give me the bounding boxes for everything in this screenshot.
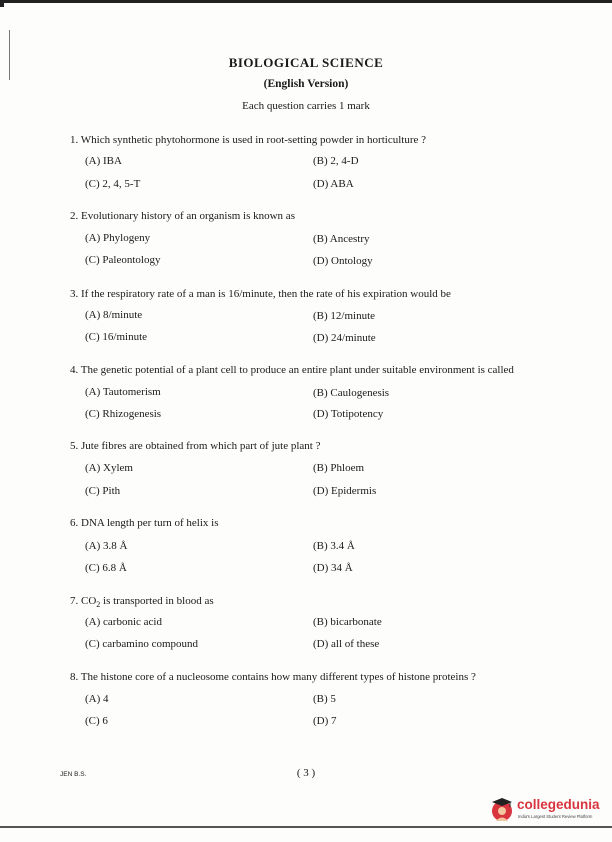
option-3a: (A) 8/minute [85, 309, 143, 321]
footer-code: JEN B.S. [60, 771, 87, 778]
option-3b: (B) 12/minute [313, 310, 376, 322]
option-5a: (A) Xylem [85, 462, 133, 474]
page-number: ( 3 ) [296, 767, 316, 779]
option-4a: (A) Tautomerism [85, 386, 161, 398]
question-8: 8. The histone core of a nucleosome contains how many different types of histone proteins ? [70, 671, 476, 683]
option-5c: (C) Pith [85, 485, 121, 497]
scan-edge-bottom [0, 826, 612, 828]
question-7-subscript: 2 [96, 600, 101, 610]
option-7b: (B) bicarbonate [313, 616, 382, 628]
option-4c: (C) Rhizogenesis [85, 408, 162, 420]
question-2: 2. Evolutionary history of an organism is known as [70, 210, 295, 222]
option-8d: (D) 7 [313, 715, 337, 727]
option-6c: (C) 6.8 Å [85, 562, 127, 574]
option-6a: (A) 3.8 Å [85, 540, 128, 552]
collegedunia-logo[interactable] [490, 795, 608, 825]
option-3d: (D) 24/minute [313, 332, 376, 344]
option-8b: (B) 5 [313, 693, 336, 705]
question-1: 1. Which synthetic phytohormone is used in root-setting powder in horticulture ? [70, 134, 427, 146]
option-8c: (C) 6 [85, 715, 108, 727]
page-subtitle: (English Version) [263, 78, 349, 90]
option-6d: (D) 34 Å [313, 562, 353, 574]
option-5d: (D) Epidermis [313, 485, 377, 497]
scan-edge-top [0, 0, 612, 3]
option-2d: (D) Ontology [313, 255, 373, 267]
question-7-end: is transported in blood as [100, 595, 214, 607]
logo-tagline: India's Largest Student Review Platform [518, 814, 593, 819]
question-3: 3. If the respiratory rate of a man is 16/minute, then the rate of his expiration would be [70, 288, 451, 300]
option-5b: (B) Phloem [313, 462, 365, 474]
question-6: 6. DNA length per turn of helix is [70, 517, 219, 529]
option-3c: (C) 16/minute [85, 331, 148, 343]
option-1b: (B) 2, 4-D [313, 155, 359, 167]
option-7d: (D) all of these [313, 638, 380, 650]
logo-name: collegedunia [517, 797, 600, 812]
question-7-start: 7. CO [70, 595, 97, 607]
question-4: 4. The genetic potential of a plant cell to produce an entire plant under suitable environment is called [70, 364, 514, 376]
option-4d: (D) Totipotency [313, 408, 384, 420]
option-2a: (A) Phylogeny [85, 232, 151, 244]
scan-edge-corner [0, 0, 4, 7]
option-2b: (B) Ancestry [313, 233, 370, 245]
graduate-icon [490, 795, 514, 823]
question-5: 5. Jute fibres are obtained from which part of jute plant ? [70, 440, 321, 452]
marks-note: Each question carries 1 mark [242, 100, 370, 112]
page-title: BIOLOGICAL SCIENCE [228, 55, 384, 70]
question-7 [70, 595, 214, 609]
option-7c: (C) carbamino compound [85, 638, 199, 650]
option-1d: (D) ABA [313, 178, 354, 190]
option-6b: (B) 3.4 Å [313, 540, 355, 552]
option-1c: (C) 2, 4, 5-T [85, 178, 141, 190]
option-7a: (A) carbonic acid [85, 616, 162, 628]
option-2c: (C) Paleontology [85, 254, 161, 266]
option-8a: (A) 4 [85, 693, 109, 705]
option-1a: (A) IBA [85, 155, 122, 167]
option-4b: (B) Caulogenesis [313, 387, 390, 399]
